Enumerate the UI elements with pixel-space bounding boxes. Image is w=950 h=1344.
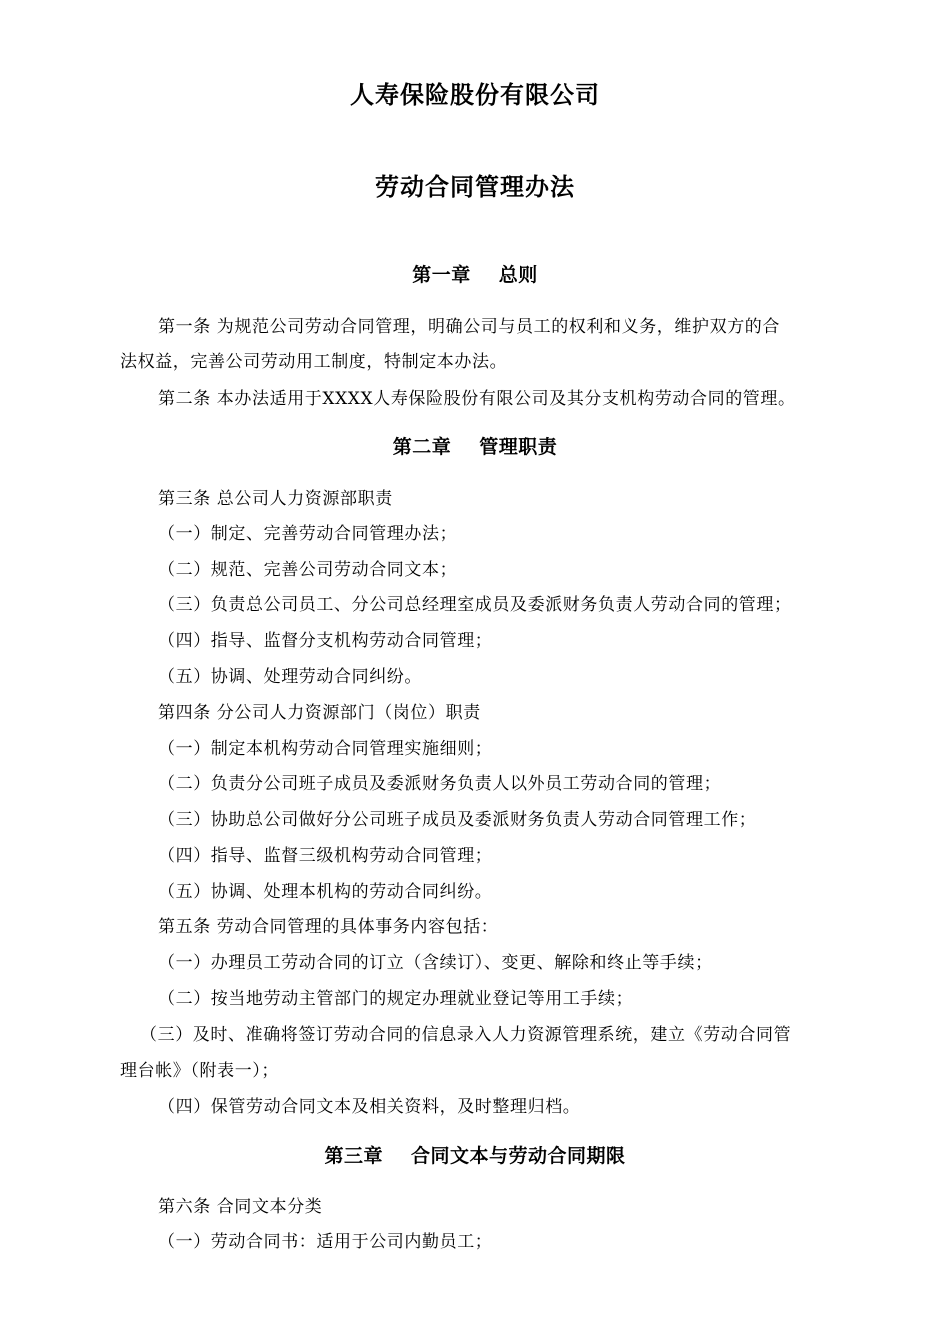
article-5-item-4: （四）保管劳动合同文本及相关资料，及时整理归档。 bbox=[158, 1097, 581, 1117]
chapter-2-heading bbox=[0, 434, 950, 460]
article-4-item-5: （五）协调、处理本机构的劳动合同纠纷。 bbox=[158, 882, 493, 902]
chapter-1-number: 第一章 bbox=[412, 264, 471, 286]
article-5: 第五条 劳动合同管理的具体事务内容包括： bbox=[158, 917, 499, 937]
article-1-line-1: 第一条 为规范公司劳动合同管理，明确公司与员工的权利和义务，维护双方的合 bbox=[158, 317, 781, 337]
chapter-3-heading bbox=[0, 1143, 950, 1169]
article-6-item-1: （一）劳动合同书：适用于公司内勤员工； bbox=[158, 1232, 493, 1252]
article-1-line-2: 法权益，完善公司劳动用工制度，特制定本办法。 bbox=[120, 352, 508, 372]
article-4-item-3: （三）协助总公司做好分公司班子成员及委派财务负责人劳动合同管理工作； bbox=[158, 810, 757, 830]
article-3-item-1: （一）制定、完善劳动合同管理办法； bbox=[158, 524, 458, 544]
article-3: 第三条 总公司人力资源部职责 bbox=[158, 489, 393, 509]
article-3-item-5: （五）协调、处理劳动合同纠纷。 bbox=[158, 667, 422, 687]
article-4-item-2: （二）负责分公司班子成员及委派财务负责人以外员工劳动合同的管理； bbox=[158, 774, 722, 794]
chapter-2-number: 第二章 bbox=[392, 436, 452, 458]
article-5-item-2: （二）按当地劳动主管部门的规定办理就业登记等用工手续； bbox=[158, 989, 634, 1009]
article-4: 第四条 分公司人力资源部门（岗位）职责 bbox=[158, 703, 481, 723]
article-2: 第二条 本办法适用于XXXX人寿保险股份有限公司及其分支机构劳动合同的管理。 bbox=[158, 389, 796, 409]
article-4-item-4: （四）指导、监督三级机构劳动合同管理； bbox=[158, 846, 493, 866]
article-6: 第六条 合同文本分类 bbox=[158, 1197, 323, 1217]
document-title: 劳动合同管理办法 bbox=[375, 173, 575, 201]
article-5-item-1: （一）办理员工劳动合同的订立（含续订）、变更、解除和终止等手续； bbox=[158, 953, 713, 973]
chapter-3-number: 第三章 bbox=[324, 1145, 383, 1167]
article-5-item-3-line-2: 理台帐》（附表一）； bbox=[120, 1061, 279, 1081]
chapter-1-heading bbox=[0, 262, 950, 288]
article-4-item-1: （一）制定本机构劳动合同管理实施细则； bbox=[158, 739, 493, 759]
article-3-item-4: （四）指导、监督分支机构劳动合同管理； bbox=[158, 631, 493, 651]
company-title: 人寿保险股份有限公司 bbox=[350, 81, 600, 109]
chapter-3-title: 合同文本与劳动合同期限 bbox=[411, 1145, 626, 1167]
chapter-1-title: 总则 bbox=[498, 264, 538, 286]
article-3-item-2: （二）规范、完善公司劳动合同文本； bbox=[158, 560, 458, 580]
article-3-item-3: （三）负责总公司员工、分公司总经理室成员及委派财务负责人劳动合同的管理； bbox=[158, 595, 792, 615]
article-5-item-3-line-1: （三）及时、准确将签订劳动合同的信息录入人力资源管理系统，建立《劳动合同管 bbox=[140, 1025, 792, 1045]
chapter-2-title: 管理职责 bbox=[479, 436, 558, 458]
